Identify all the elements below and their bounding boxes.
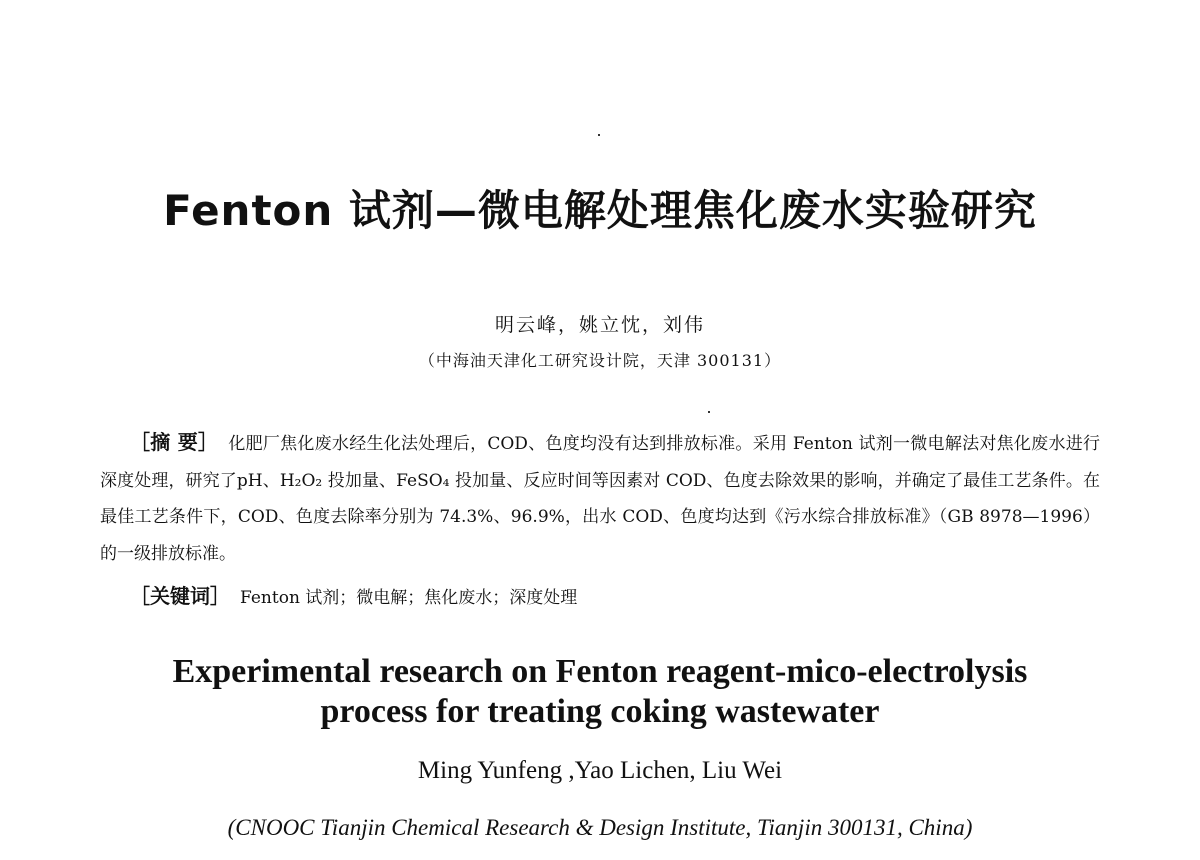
abstract-label: ［摘 要］ — [130, 430, 219, 454]
abstract-text: 化肥厂焦化废水经生化法处理后，COD、色度均没有达到排放标准。采用 Fenton 试剂一微电解法对焦化废水进行深度处理，研究了pH、H₂O₂ 投加量、FeSO₄ 投加量、反应时间等因素对 COD、色度去除效果的影响，并确定了最佳工艺条件。在最佳工艺条件下，COD、色度去除率分别为 74.3%、96.9%，出水 COD、色度均达到《污水综合排放标准》（GB 8978—1996）的一级排放标准。 — [100, 434, 1100, 564]
chinese-title: Fenton 试剂—微电解处理焦化废水实验研究 — [163, 186, 1037, 235]
chinese-affiliation: （中海油天津化工研究设计院，天津 300131） — [418, 351, 782, 370]
scan-speck — [708, 411, 710, 413]
chinese-abstract — [100, 424, 1100, 572]
chinese-keywords — [130, 580, 577, 609]
keywords-label: ［关键词］ — [130, 584, 230, 608]
english-affiliation: (CNOOC Tianjin Chemical Research & Design Institute, Tianjin 300131, China) — [227, 815, 973, 840]
english-authors: Ming Yunfeng ,Yao Lichen, Liu Wei — [417, 757, 783, 784]
chinese-authors: 明云峰，姚立忱，刘伟 — [494, 314, 705, 336]
english-title-line-1: Experimental research on Fenton reagent-mico-electrolysis — [172, 653, 1028, 690]
scan-speck — [598, 134, 600, 136]
english-title — [0, 652, 1200, 732]
keywords-text: Fenton 试剂；微电解；焦化废水；深度处理 — [240, 588, 578, 608]
english-title-line-2: process for treating coking wastewater — [320, 693, 880, 730]
